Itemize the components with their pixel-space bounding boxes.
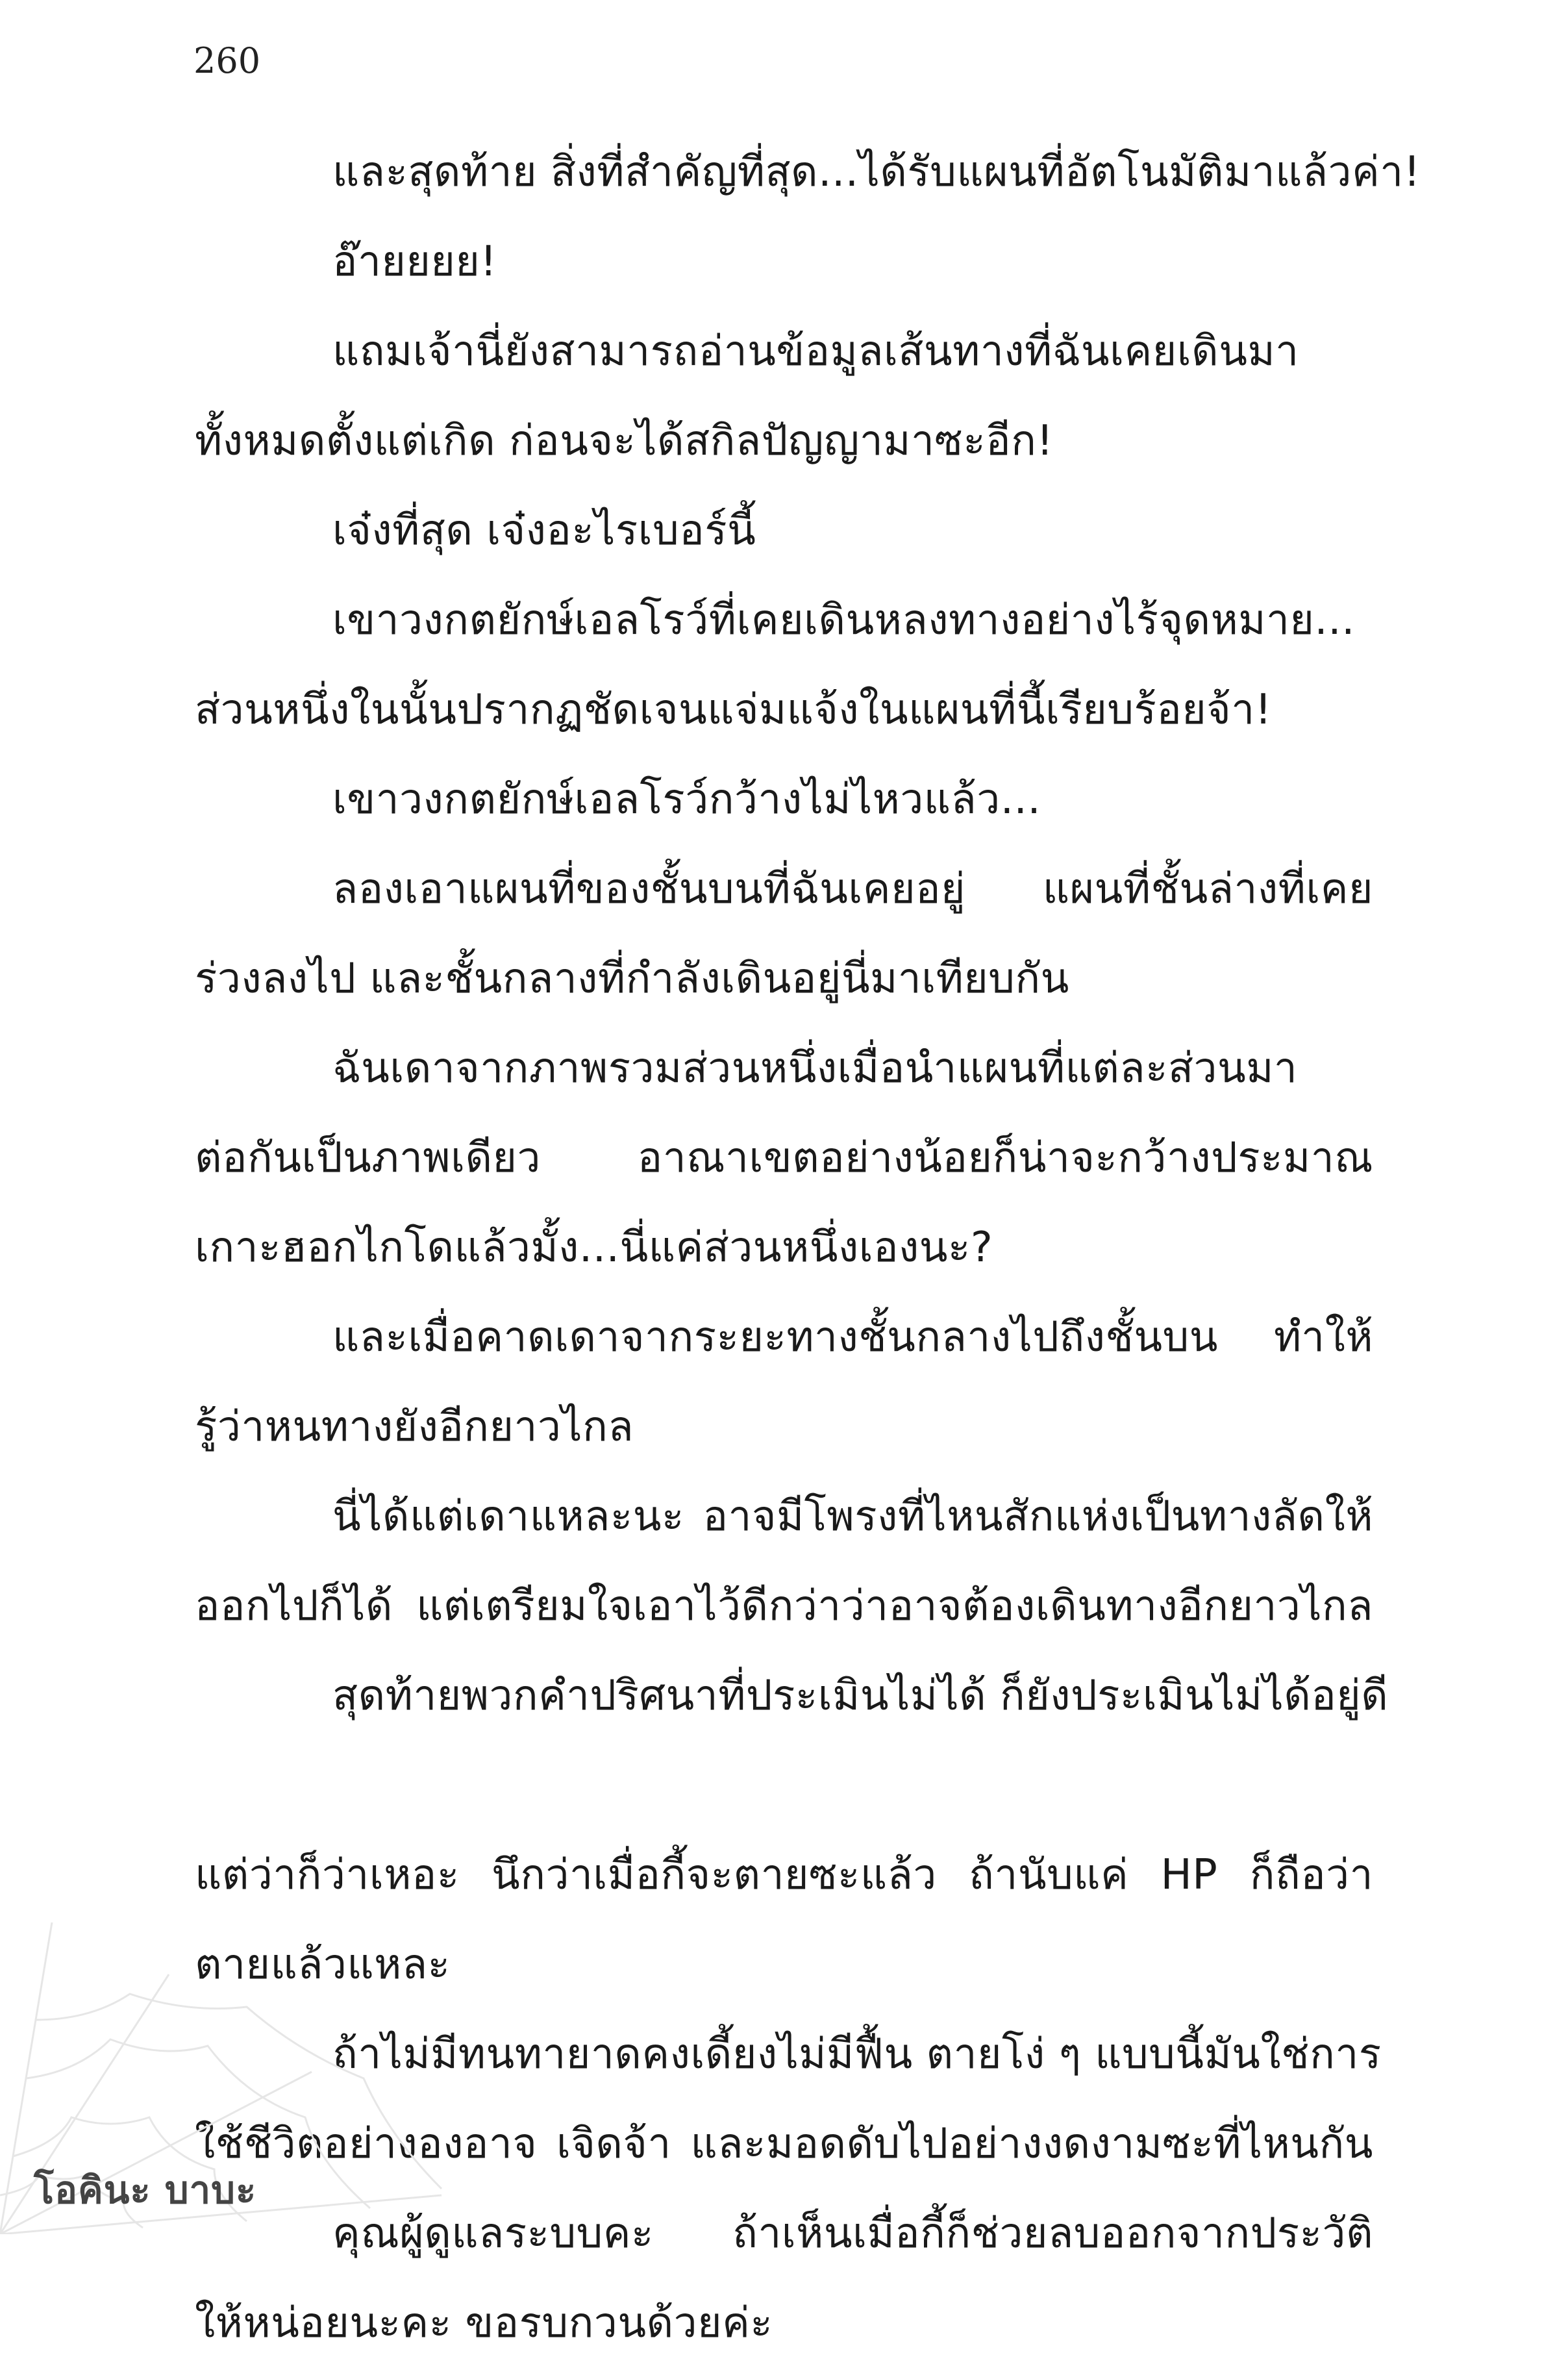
text-line: แต่ว่าก็ว่าเหอะ นึกว่าเมื่อกี้จะตายซะแล้ว ถ้านับแค่ HP ก็ถือว่า (195, 1851, 1373, 1899)
text-line: นี่ได้แต่เดาแหละนะ อาจมีโพรงที่ไหนสักแห่งเป็นทางลัดให้ (332, 1493, 1373, 1541)
text-line: แถมเจ้านี่ยังสามารถอ่านข้อมูลเส้นทางที่ฉันเคยเดินมา (332, 327, 1299, 375)
text-line: คุณผู้ดูแลระบบคะ ถ้าเห็นเมื่อกี้ก็ช่วยลบออกจากประวัติ (332, 2210, 1373, 2258)
text-line: และเมื่อคาดเดาจากระยะทางชั้นกลางไปถึงชั้นบน ทำให้ (332, 1313, 1373, 1361)
text-line: ออกไปก็ได้ แต่เตรียมใจเอาไว้ดีกว่าว่าอาจต้องเดินทางอีกยาวไกล (195, 1582, 1373, 1630)
text-line: ถ้าไม่มีทนทายาดคงเดี้ยงไม่มีฟื้น ตายโง่ ๆ แบบนี้มันใช่การ (332, 2030, 1382, 2078)
text-line: ตายแล้วแหละ (195, 1941, 451, 1989)
text-line: ลองเอาแผนที่ของชั้นบนที่ฉันเคยอยู่ แผนที่ชั้นล่างที่เคย (332, 865, 1373, 913)
text-line: ฉันเดาจากภาพรวมส่วนหนึ่งเมื่อนำแผนที่แต่ละส่วนมา (332, 1044, 1298, 1092)
page-number: 260 (193, 40, 261, 81)
text-line: สุดท้ายพวกคำปริศนาที่ประเมินไม่ได้ ก็ยังประเมินไม่ได้อยู่ดี (332, 1672, 1389, 1720)
text-line: เกาะฮอกไกโดแล้วมั้ง...นี่แค่ส่วนหนึ่งเองนะ? (195, 1224, 993, 1272)
text-line: เขาวงกตยักษ์เอลโรว์ที่เคยเดินหลงทางอย่างไร้จุดหมาย... (332, 596, 1355, 644)
text-line: รู้ว่าหนทางยังอีกยาวไกล (195, 1403, 634, 1451)
text-line: เจ๋งที่สุด เจ๋งอะไรเบอร์นี้ (332, 507, 756, 555)
text-line: ใช้ชีวิตอย่างองอาจ เจิดจ้า และมอดดับไปอย่างงดงามซะที่ไหนกัน (195, 2120, 1373, 2168)
text-line: ต่อกันเป็นภาพเดียว อาณาเขตอย่างน้อยก็น่าจะกว้างประมาณ (195, 1134, 1373, 1182)
author-name: โอคินะ บาบะ (34, 2168, 257, 2212)
text-line: และสุดท้าย สิ่งที่สำคัญที่สุด...ได้รับแผนที่อัตโนมัติมาแล้วค่า! (332, 148, 1421, 196)
text-line: ส่วนหนึ่งในนั้นปรากฏชัดเจนแจ่มแจ้งในแผนที่นี้เรียบร้อยจ้า! (195, 686, 1272, 734)
text-line: ร่วงลงไป และชั้นกลางที่กำลังเดินอยู่นี่มาเทียบกัน (195, 955, 1069, 1003)
text-line: ทั้งหมดตั้งแต่เกิด ก่อนจะได้สกิลปัญญามาซะอีก! (195, 417, 1054, 465)
text-line: อ๊ายยยย! (332, 238, 497, 286)
paragraph-gap (195, 1741, 1373, 1830)
text-line: ให้หน่อยนะคะ ขอรบกวนด้วยค่ะ (195, 2299, 773, 2347)
text-line: เขาวงกตยักษ์เอลโรว์กว้างไม่ไหวแล้ว... (332, 775, 1041, 824)
